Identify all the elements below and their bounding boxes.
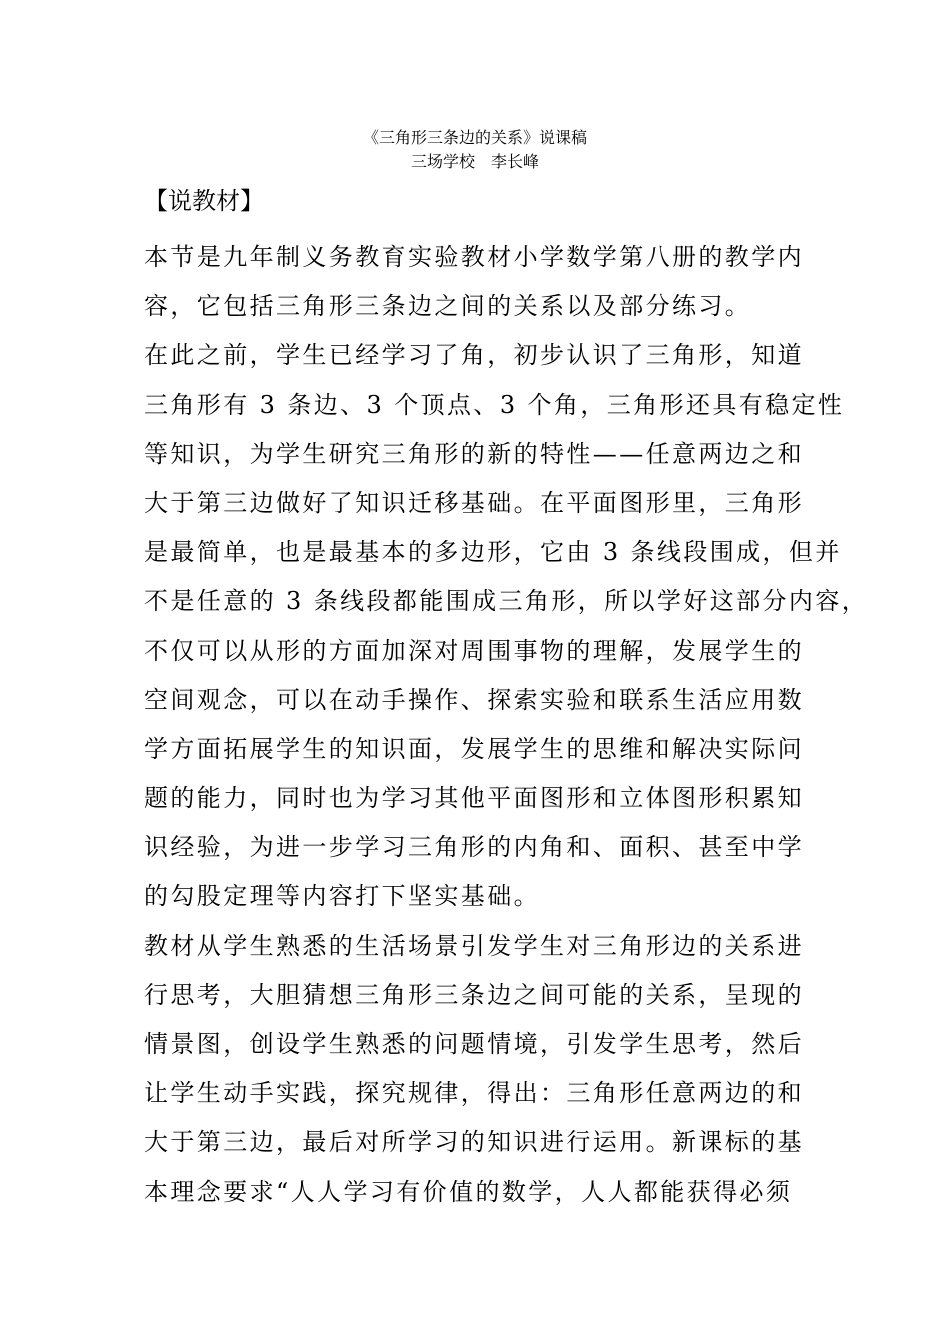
body-text [144,233,869,1217]
section-heading: 【说教材】 [144,187,264,215]
text-line: 本理念要求“人人学习有价值的数学，人人都能获得必须 [144,1177,793,1206]
text-line: 本节是九年制义务教育实验教材小学数学第八册的教学内 [144,243,804,271]
text-line: 情景图，创设学生熟悉的问题情境，引发学生思考，然后 [144,1030,804,1058]
text-line: 是最简单，也是最基本的多边形，它由 3 条线段围成，但并 [144,538,842,567]
text-line: 大于第三边做好了知识迁移基础。在平面图形里，三角形 [144,488,804,517]
text-line: 空间观念，可以在动手操作、探索实验和联系生活应用数 [144,685,804,714]
text-line: 不仅可以从形的方面加深对周围事物的理解，发展学生的 [144,636,804,665]
document-title: 《三角形三条边的关系》说课稿 [362,128,587,147]
text-line: 学方面拓展学生的知识面，发展学生的思维和解决实际问 [144,734,804,763]
text-line: 识经验，为进一步学习三角形的内角和、面积、甚至中学 [144,833,804,862]
text-line: 三角形有 3 条边、3 个顶点、3 个角，三角形还具有稳定性 [144,390,845,419]
text-line: 题的能力，同时也为学习其他平面图形和立体图形积累知 [144,784,804,813]
text-line: 不是任意的 3 条线段都能围成三角形，所以学好这部分内容， [144,587,869,616]
author-line: 三场学校 李长峰 [410,152,539,171]
text-line: 教材从学生熟悉的生活场景引发学生对三角形边的关系进 [144,931,804,960]
text-line: 在此之前，学生已经学习了角，初步认识了三角形，知道 [144,341,804,370]
text-line: 的勾股定理等内容打下坚实基础。 [144,882,540,911]
text-line: 等知识，为学生研究三角形的新的特性——任意两边之和 [144,439,804,468]
text-line: 行思考，大胆猜想三角形三条边之间可能的关系，呈现的 [144,980,804,1009]
text-line: 让学生动手实践，探究规律，得出：三角形任意两边的和 [144,1079,804,1108]
title-block [0,126,950,174]
text-line: 大于第三边，最后对所学习的知识进行运用。新课标的基 [144,1128,804,1157]
text-line: 容，它包括三角形三条边之间的关系以及部分练习。 [144,292,752,321]
